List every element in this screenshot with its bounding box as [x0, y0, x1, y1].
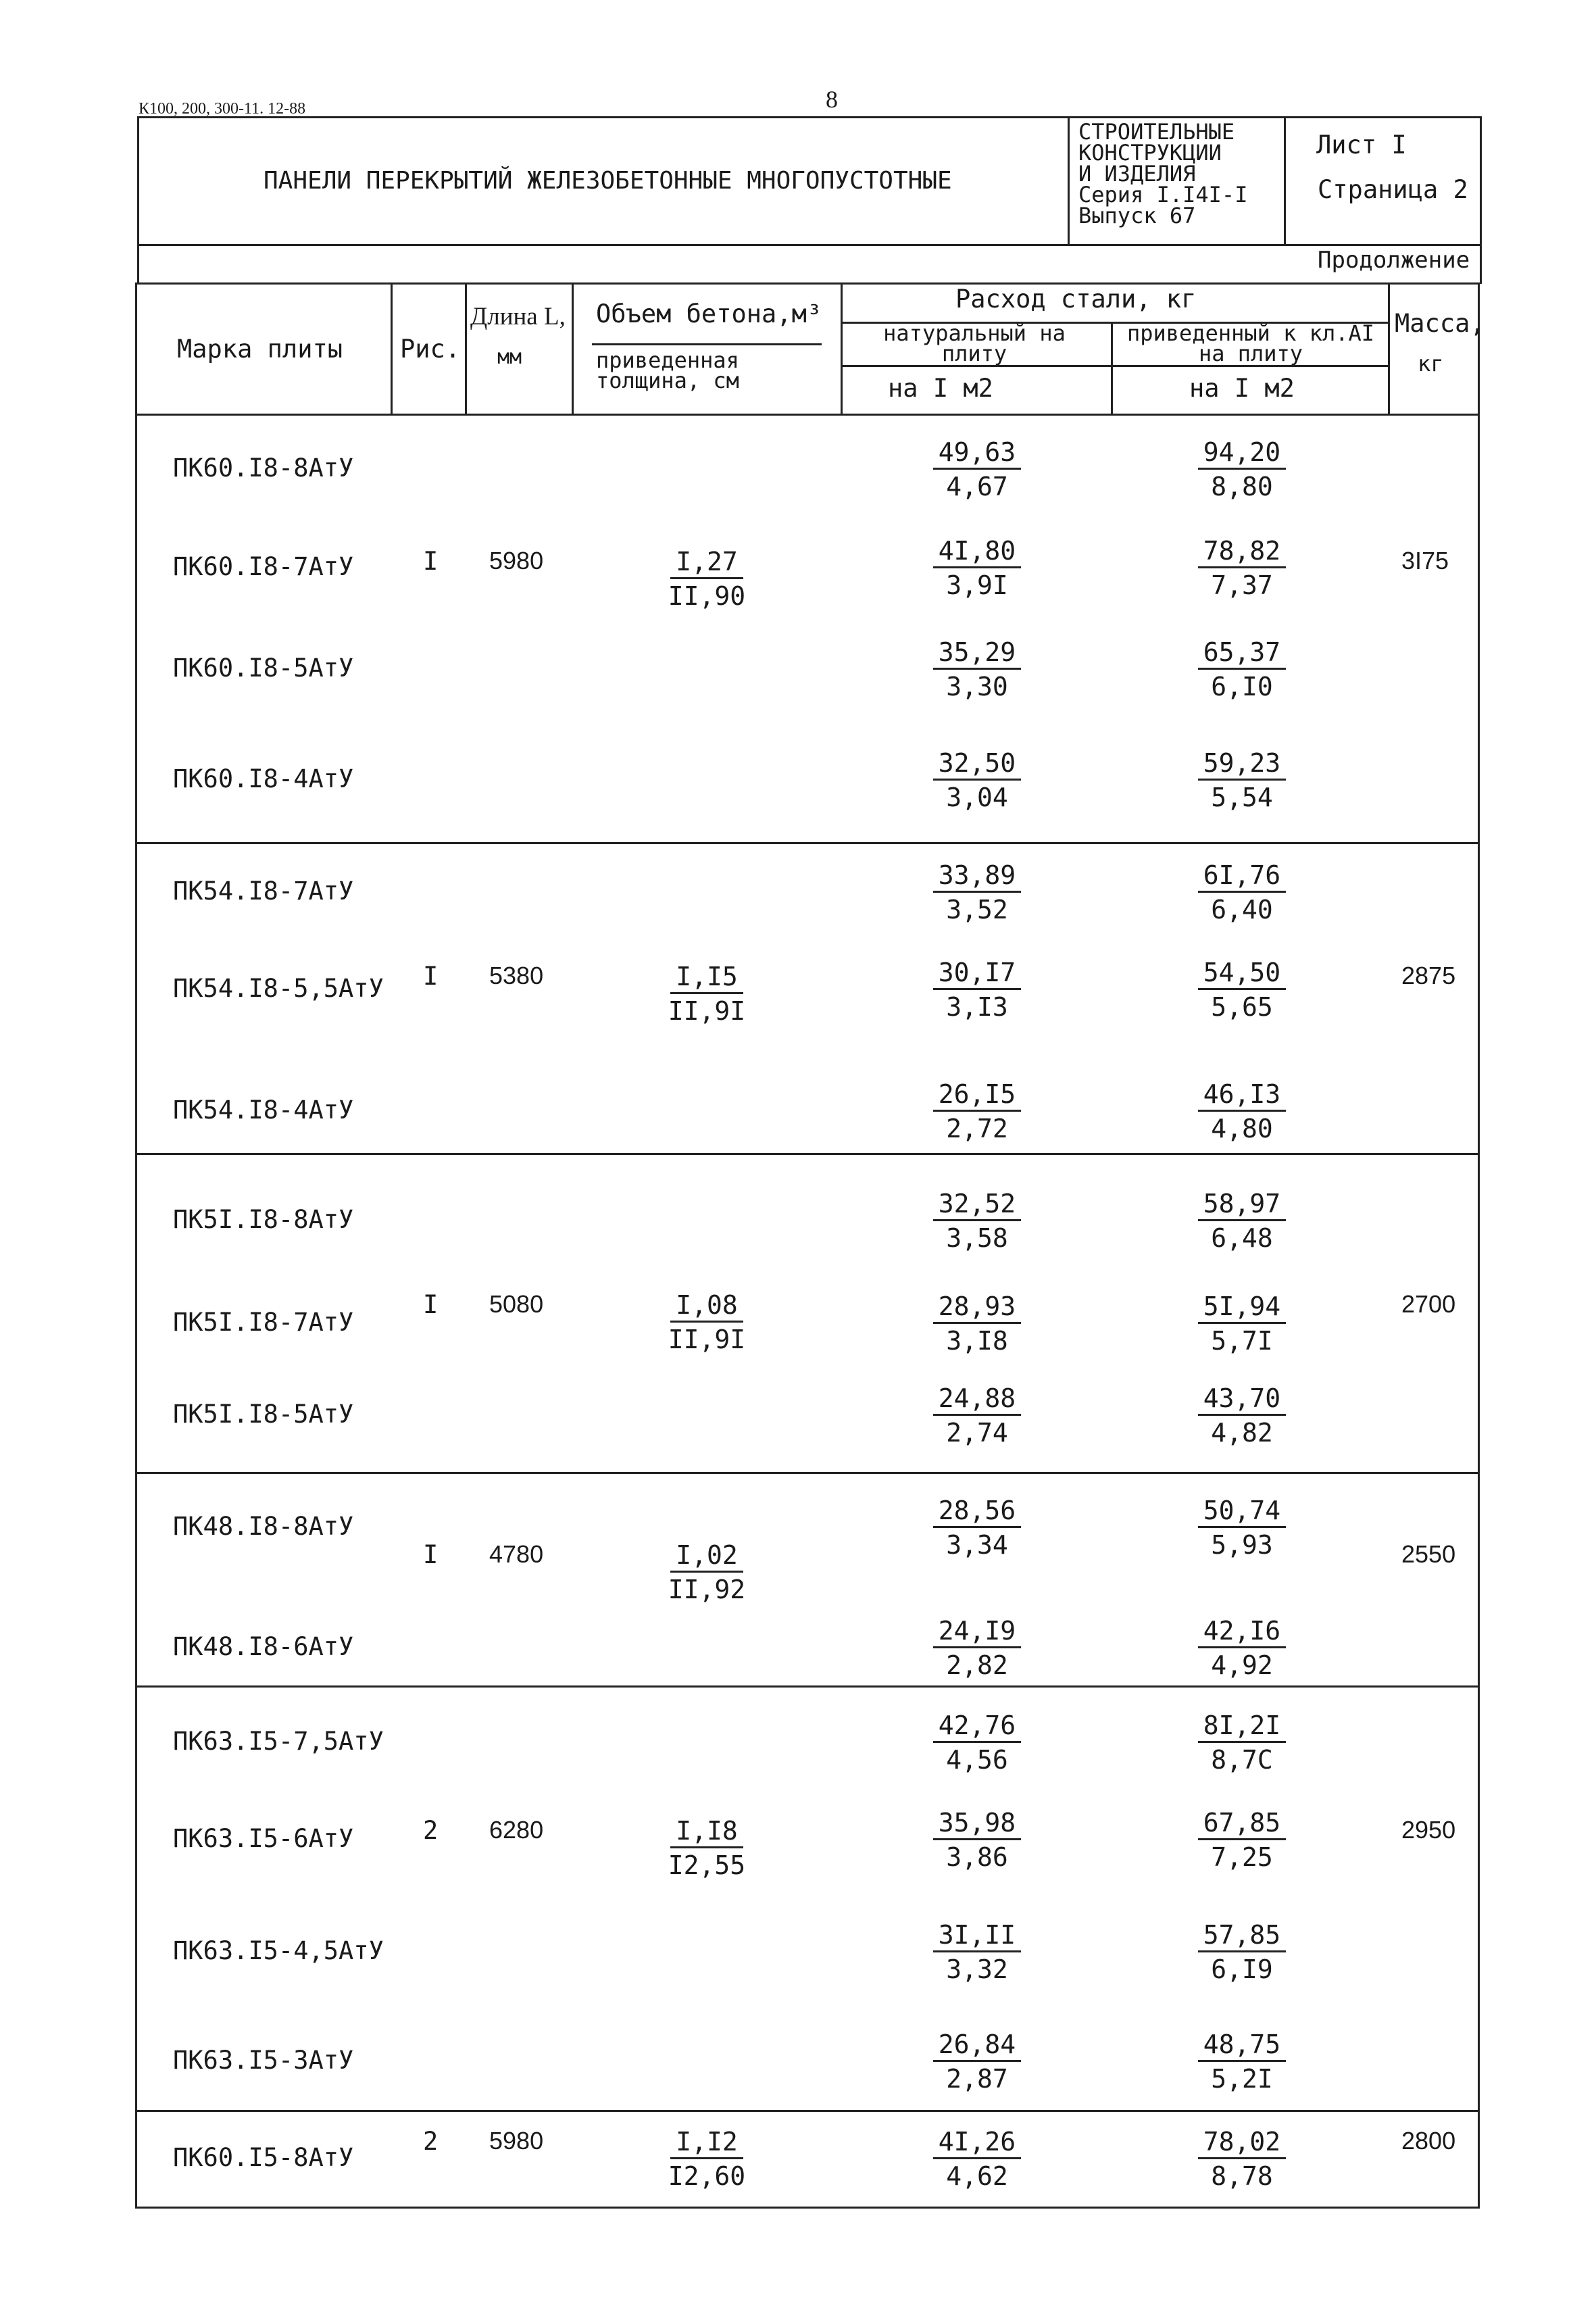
plate-mark: ПК60.I8-8АтУ: [173, 453, 354, 483]
concrete-volume: [626, 1542, 788, 1602]
col-reduced-per-m2: на I м2: [1189, 374, 1295, 403]
plate-mark: ПК5I.I8-7АтУ: [173, 1308, 354, 1337]
steel-natural-per-m2: 3,I8: [946, 1326, 1008, 1356]
concrete-volume-value: I,I5: [670, 964, 743, 994]
col-mass-header: Масса,: [1395, 309, 1485, 338]
steel-natural-per-m2: 3,58: [946, 1223, 1008, 1253]
steel-reduced: [1161, 1710, 1323, 1775]
concrete-volume-per-m2: II,92: [668, 1575, 746, 1604]
steel-natural-per-m2: 3,30: [946, 672, 1008, 701]
steel-reduced: [1161, 639, 1323, 699]
series-line: И ИЗДЕЛИЯ: [1078, 161, 1196, 187]
mass-cell: 2950: [1401, 1816, 1456, 1844]
steel-natural-value: 28,93: [933, 1294, 1021, 1324]
steel-reduced-value: 50,74: [1198, 1498, 1286, 1528]
concrete-volume-value: I,I2: [670, 2129, 743, 2159]
fig-cell: I: [423, 1290, 439, 1319]
steel-reduced-value: 59,23: [1198, 750, 1286, 781]
steel-reduced-value: 48,75: [1198, 2032, 1286, 2062]
steel-reduced-per-m2: 5,54: [1211, 783, 1273, 812]
steel-reduced-per-m2: 8,78: [1211, 2161, 1273, 2191]
mass-cell: 2550: [1401, 1540, 1456, 1568]
length-cell: 5380: [489, 962, 544, 989]
plate-mark: ПК5I.I8-8АтУ: [173, 1205, 354, 1234]
plate-mark: ПК63.I5-6АтУ: [173, 1824, 354, 1853]
steel-natural-value: 24,I9: [933, 1618, 1021, 1648]
steel-natural-value: 26,I5: [933, 1081, 1021, 1112]
steel-natural-per-m2: 3,9I: [946, 570, 1008, 600]
steel-natural-per-m2: 2,87: [946, 2064, 1008, 2094]
steel-natural-per-m2: 4,67: [946, 472, 1008, 501]
steel-reduced: [1161, 1291, 1323, 1356]
steel-reduced-per-m2: 4,82: [1211, 1418, 1273, 1448]
steel-reduced-value: 5I,94: [1198, 1294, 1286, 1324]
col-steel-header: Расход стали, кг: [955, 285, 1197, 314]
plate-mark: ПК54.I8-7АтУ: [173, 877, 354, 906]
steel-reduced-value: 57,85: [1198, 1922, 1286, 1952]
concrete-volume: [626, 1292, 788, 1352]
steel-natural-value: 32,50: [933, 750, 1021, 781]
steel-natural-per-m2: 2,72: [946, 1114, 1008, 1143]
steel-natural-value: 4I,80: [933, 538, 1021, 568]
concrete-volume: [626, 964, 788, 1024]
mass-cell: 3I75: [1401, 547, 1449, 574]
steel-natural-value: 3I,II: [933, 1922, 1021, 1952]
length-cell: 5980: [489, 2127, 544, 2155]
steel-natural-value: 30,I7: [933, 960, 1021, 990]
col-thickness-header: приведенная толщина, см: [596, 347, 739, 393]
steel-natural: [896, 538, 1058, 598]
steel-reduced-value: 6I,76: [1198, 862, 1286, 893]
steel-natural-value: 33,89: [933, 862, 1021, 893]
steel-reduced-value: 43,70: [1198, 1385, 1286, 1416]
steel-natural: [896, 1710, 1058, 1775]
continuation-label: Продолжение: [1318, 247, 1470, 274]
concrete-volume-per-m2: I2,55: [668, 1850, 746, 1880]
steel-reduced-value: 78,02: [1198, 2129, 1286, 2159]
steel-natural-value: 26,84: [933, 2032, 1021, 2062]
steel-natural: [896, 439, 1058, 499]
steel-reduced-value: 58,97: [1198, 1191, 1286, 1221]
fig-cell: 2: [423, 1816, 439, 1845]
steel-reduced-per-m2: 4,92: [1211, 1650, 1273, 1680]
mass-cell: 2875: [1401, 962, 1456, 989]
steel-natural: [896, 1191, 1058, 1251]
col-fig-header: Рис.: [400, 335, 461, 364]
length-cell: 6280: [489, 1816, 544, 1844]
steel-reduced: [1161, 1810, 1323, 1870]
page-label: Страница 2: [1318, 175, 1468, 204]
steel-reduced-per-m2: 6,I9: [1211, 1954, 1273, 1984]
document-title: ПАНЕЛИ ПЕРЕКРЫТИЙ ЖЕЛЕЗОБЕТОННЫЕ МНОГОПУСТОТНЫЕ: [264, 167, 952, 195]
steel-reduced: [1161, 439, 1323, 499]
steel-reduced: [1161, 750, 1323, 810]
mass-cell: 2700: [1401, 1290, 1456, 1318]
steel-reduced: [1161, 2029, 1323, 2094]
concrete-volume-per-m2: II,9I: [668, 1325, 746, 1354]
steel-natural-per-m2: 3,04: [946, 783, 1008, 812]
steel-reduced: [1161, 1498, 1323, 1558]
steel-natural-per-m2: 3,32: [946, 1954, 1008, 1984]
steel-reduced-per-m2: 5,2I: [1211, 2064, 1273, 2094]
fig-cell: 2: [423, 2127, 439, 2156]
steel-reduced-value: 78,82: [1198, 538, 1286, 568]
steel-natural-per-m2: 4,56: [946, 1745, 1008, 1775]
steel-reduced-per-m2: 4,80: [1211, 1114, 1273, 1143]
steel-natural-per-m2: 3,I3: [946, 992, 1008, 1022]
concrete-volume-value: I,08: [670, 1292, 743, 1323]
fig-cell: I: [423, 547, 439, 576]
steel-natural: [896, 1922, 1058, 1982]
steel-reduced: [1161, 1081, 1323, 1141]
steel-reduced-per-m2: 8,80: [1211, 472, 1273, 501]
steel-natural: [896, 1291, 1058, 1356]
steel-natural-per-m2: 2,74: [946, 1418, 1008, 1448]
steel-natural: [896, 1498, 1058, 1558]
plate-mark: ПК63.I5-7,5АтУ: [173, 1727, 384, 1756]
series-line: КОНСТРУКЦИИ: [1078, 140, 1222, 166]
page-number: 8: [826, 86, 838, 113]
col-length-header: Длина L,: [470, 303, 566, 330]
concrete-volume-value: I,27: [670, 549, 743, 579]
steel-reduced-per-m2: 7,25: [1211, 1842, 1273, 1872]
steel-reduced-value: 67,85: [1198, 1810, 1286, 1840]
steel-reduced-per-m2: 5,65: [1211, 992, 1273, 1022]
steel-natural-value: 24,88: [933, 1385, 1021, 1416]
series-line: Выпуск 67: [1078, 203, 1196, 228]
steel-reduced-per-m2: 8,7C: [1211, 1745, 1273, 1775]
steel-reduced-value: 94,20: [1198, 439, 1286, 470]
steel-natural: [896, 960, 1058, 1020]
steel-reduced-per-m2: 6,40: [1211, 895, 1273, 925]
steel-natural-value: 28,56: [933, 1498, 1021, 1528]
series-line: Серия I.I4I-I: [1078, 182, 1248, 207]
steel-reduced-value: 54,50: [1198, 960, 1286, 990]
concrete-volume-per-m2: II,90: [668, 581, 746, 611]
fig-cell: I: [423, 962, 439, 991]
col-volume-header: Объем бетона,м³: [596, 299, 822, 328]
col-length-unit: мм: [497, 345, 522, 369]
concrete-volume-per-m2: I2,60: [668, 2161, 746, 2191]
sheet-number: Лист I: [1316, 130, 1407, 159]
steel-reduced-per-m2: 6,I0: [1211, 672, 1273, 701]
steel-natural: [896, 1810, 1058, 1870]
plate-mark: ПК5I.I8-5АтУ: [173, 1400, 354, 1429]
steel-reduced: [1161, 860, 1323, 925]
col-mark-header: Марка плиты: [177, 335, 343, 364]
fig-cell: I: [423, 1540, 439, 1569]
steel-reduced: [1161, 538, 1323, 598]
steel-natural-value: 35,98: [933, 1810, 1021, 1840]
steel-natural: [896, 2129, 1058, 2189]
steel-reduced-per-m2: 5,7I: [1211, 1326, 1273, 1356]
concrete-volume-value: I,I8: [670, 1818, 743, 1848]
steel-reduced-per-m2: 7,37: [1211, 570, 1273, 600]
steel-natural-per-m2: 2,82: [946, 1650, 1008, 1680]
length-cell: 5080: [489, 1290, 544, 1318]
steel-reduced: [1161, 1191, 1323, 1251]
steel-reduced-value: 46,I3: [1198, 1081, 1286, 1112]
concrete-volume: [626, 549, 788, 609]
plate-mark: ПК60.I8-4АтУ: [173, 764, 354, 793]
concrete-volume: [626, 1818, 788, 1878]
steel-natural-value: 35,29: [933, 639, 1021, 670]
steel-reduced-value: 8I,2I: [1198, 1713, 1286, 1743]
steel-natural: [896, 639, 1058, 699]
steel-reduced-value: 42,I6: [1198, 1618, 1286, 1648]
steel-reduced: [1161, 2129, 1323, 2189]
length-cell: 4780: [489, 1540, 544, 1568]
concrete-volume: [626, 2129, 788, 2189]
plate-mark: ПК60.I8-5АтУ: [173, 654, 354, 683]
steel-natural: [896, 1618, 1058, 1678]
col-natural-per-m2: на I м2: [888, 374, 993, 403]
col-natural-header: натуральный на плиту: [883, 320, 1066, 366]
steel-natural-per-m2: 3,52: [946, 895, 1008, 925]
concrete-volume-value: I,02: [670, 1542, 743, 1573]
steel-natural-per-m2: 3,86: [946, 1842, 1008, 1872]
steel-natural: [896, 860, 1058, 925]
plate-mark: ПК60.I5-8АтУ: [173, 2143, 354, 2172]
steel-natural: [896, 1385, 1058, 1446]
steel-natural-value: 42,76: [933, 1713, 1021, 1743]
concrete-volume-per-m2: II,9I: [668, 996, 746, 1026]
document-code: К100, 200, 300-11. 12-88: [139, 100, 306, 118]
steel-reduced-value: 65,37: [1198, 639, 1286, 670]
plate-mark: ПК63.I5-4,5АтУ: [173, 1936, 384, 1965]
steel-reduced: [1161, 1922, 1323, 1982]
col-mass-unit: кг: [1418, 351, 1444, 376]
steel-natural-per-m2: 3,34: [946, 1530, 1008, 1560]
steel-reduced: [1161, 1618, 1323, 1678]
steel-reduced-per-m2: 6,48: [1211, 1223, 1273, 1253]
plate-mark: ПК63.I5-3АтУ: [173, 2046, 354, 2075]
steel-natural-value: 4I,26: [933, 2129, 1021, 2159]
plate-mark: ПК54.I8-5,5АтУ: [173, 974, 384, 1003]
mass-cell: 2800: [1401, 2127, 1456, 2155]
steel-natural-per-m2: 4,62: [946, 2161, 1008, 2191]
plate-mark: ПК54.I8-4АтУ: [173, 1096, 354, 1125]
series-line: СТРОИТЕЛЬНЫЕ: [1078, 119, 1235, 145]
steel-reduced: [1161, 1385, 1323, 1446]
steel-reduced: [1161, 960, 1323, 1020]
plate-mark: ПК48.I8-8АтУ: [173, 1512, 354, 1541]
steel-natural-value: 49,63: [933, 439, 1021, 470]
col-reduced-header: приведенный к кл.АI на плиту: [1126, 320, 1375, 366]
steel-natural: [896, 1081, 1058, 1141]
series-block: [1078, 119, 1248, 228]
plate-mark: ПК60.I8-7АтУ: [173, 552, 354, 581]
length-cell: 5980: [489, 547, 544, 574]
steel-reduced-per-m2: 5,93: [1211, 1530, 1273, 1560]
steel-natural: [896, 2029, 1058, 2094]
plate-mark: ПК48.I8-6АтУ: [173, 1632, 354, 1661]
steel-natural: [896, 750, 1058, 810]
steel-natural-value: 32,52: [933, 1191, 1021, 1221]
